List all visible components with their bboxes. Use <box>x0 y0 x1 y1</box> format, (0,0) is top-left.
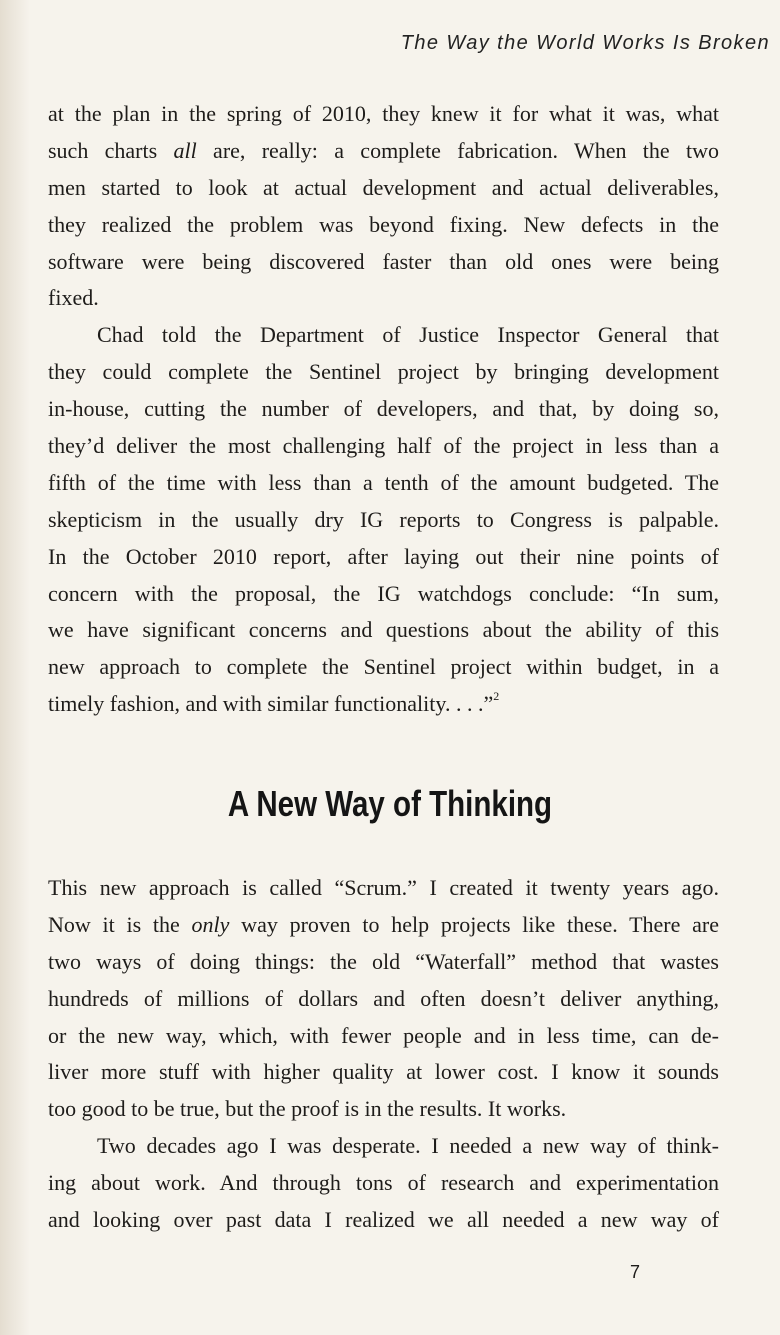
line-text: men started to look at actual development and actual deliverables, <box>48 174 719 200</box>
line-text: timely fashion, and with similar functionality. . . .” <box>48 691 494 717</box>
text-line <box>48 465 719 502</box>
text-line <box>48 428 719 465</box>
line-text: such charts <box>48 137 174 163</box>
line-text: they realized the problem was beyond fixing. New defects in the <box>48 211 719 237</box>
text-line <box>48 870 719 907</box>
line-text: and looking over past data I realized we all needed a new way of <box>48 1207 719 1233</box>
line-text: they’d deliver the most challenging half of the project in less than a <box>48 433 719 459</box>
text-line <box>48 539 719 576</box>
text-line <box>48 1165 719 1202</box>
line-text: way proven to help projects like these. There are <box>229 911 719 937</box>
line-text: they could complete the Sentinel project by bringing development <box>48 359 719 385</box>
text-line <box>48 391 719 428</box>
line-text: new approach to complete the Sentinel project within budget, in a <box>48 654 719 680</box>
line-text: This new approach is called “Scrum.” I created it twenty years ago. <box>48 875 719 900</box>
line-text: Two decades ago I was desperate. I needed a new way of think- <box>97 1133 719 1159</box>
line-text: or the new way, which, with fewer people and in less time, can de- <box>48 1022 719 1048</box>
text-line <box>48 907 719 944</box>
text-line <box>48 981 719 1018</box>
line-text: liver more stuff with higher quality at lower cost. I know it sounds <box>48 1059 719 1085</box>
text-line <box>48 1202 719 1239</box>
italic-text: all <box>173 137 197 163</box>
italic-text: only <box>191 911 230 937</box>
page-number: 7 <box>630 1262 641 1282</box>
line-text: in-house, cutting the number of developers, and that, by doing so, <box>48 396 719 422</box>
page-gutter-shadow <box>0 0 30 1335</box>
line-text: fixed. <box>48 285 99 311</box>
text-line <box>48 354 719 391</box>
body-text-section-two <box>48 870 719 1239</box>
line-text: two ways of doing things: the old “Waterfall” method that wastes <box>48 948 719 974</box>
line-text: hundreds of millions of dollars and often doesn’t deliver anything, <box>48 985 719 1011</box>
line-text: software were being discovered faster than old ones were being <box>48 248 719 274</box>
text-line <box>48 612 719 649</box>
text-line <box>48 317 719 354</box>
text-line <box>48 280 719 317</box>
line-text: skepticism in the usually dry IG reports to Congress is palpable. <box>48 506 719 532</box>
body-text-section-one <box>48 96 719 723</box>
footnote-marker: 2 <box>493 689 500 704</box>
section-heading: A New Way of Thinking <box>227 783 553 824</box>
line-text: are, really: a complete fabrication. When the two <box>196 137 719 163</box>
line-text: In the October 2010 report, after laying out their nine points of <box>48 543 719 569</box>
text-line <box>48 244 719 281</box>
text-line <box>48 1018 719 1055</box>
text-line <box>48 133 719 170</box>
running-head: The Way the World Works Is Broken <box>400 32 770 54</box>
text-line <box>48 1091 719 1128</box>
text-line <box>48 1054 719 1091</box>
line-text: at the plan in the spring of 2010, they knew it for what it was, what <box>48 101 719 126</box>
text-line <box>48 686 719 723</box>
line-text: ing about work. And through tons of research and experimentation <box>48 1170 719 1196</box>
text-line <box>48 649 719 686</box>
line-text: concern with the proposal, the IG watchdogs conclude: “In sum, <box>48 580 719 606</box>
text-line <box>48 170 719 207</box>
line-text: too good to be true, but the proof is in the results. It works. <box>48 1096 567 1122</box>
line-text: Now it is the <box>48 911 192 937</box>
text-line <box>48 944 719 981</box>
text-line <box>48 502 719 539</box>
text-line <box>48 207 719 244</box>
text-line <box>48 1128 719 1165</box>
text-line <box>48 576 719 613</box>
line-text: we have significant concerns and questions about the ability of this <box>48 617 719 643</box>
line-text: fifth of the time with less than a tenth of the amount budgeted. The <box>48 469 719 495</box>
text-line <box>48 96 719 133</box>
line-text: Chad told the Department of Justice Inspector General that <box>97 322 719 348</box>
